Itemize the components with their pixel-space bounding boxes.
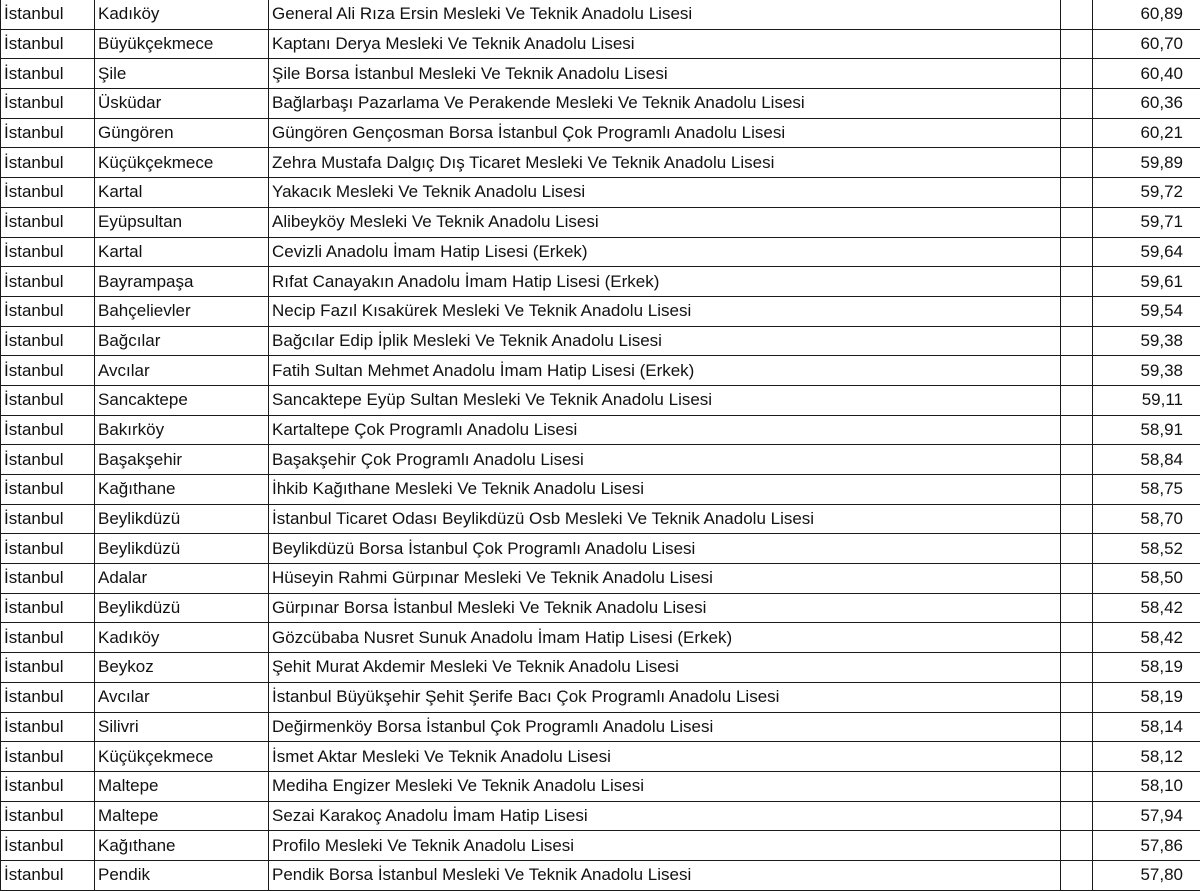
district-cell: Kartal (95, 178, 269, 208)
district-cell: Üsküdar (95, 89, 269, 119)
province-cell: İstanbul (1, 415, 95, 445)
district-cell: Şile (95, 59, 269, 89)
district-cell: Bahçelievler (95, 296, 269, 326)
empty-cell (1061, 831, 1093, 861)
school-name-cell: Fatih Sultan Mehmet Anadolu İmam Hatip Lisesi (Erkek) (269, 356, 1061, 386)
table-row (1, 623, 1200, 653)
score-cell: 58,50 (1093, 564, 1200, 594)
school-name-cell: Profilo Mesleki Ve Teknik Anadolu Lisesi (269, 831, 1061, 861)
province-cell: İstanbul (1, 771, 95, 801)
score-cell: 60,70 (1093, 29, 1200, 59)
district-cell: Beylikdüzü (95, 504, 269, 534)
empty-cell (1061, 623, 1093, 653)
district-cell: Büyükçekmece (95, 29, 269, 59)
table-row (1, 682, 1200, 712)
empty-cell (1061, 445, 1093, 475)
table-row (1, 29, 1200, 59)
score-cell: 58,42 (1093, 623, 1200, 653)
district-cell: Maltepe (95, 771, 269, 801)
score-cell: 58,75 (1093, 475, 1200, 505)
school-name-cell: Bağlarbaşı Pazarlama Ve Perakende Mesleki Ve Teknik Anadolu Lisesi (269, 89, 1061, 119)
table-row (1, 415, 1200, 445)
table-row (1, 593, 1200, 623)
school-name-cell: Başakşehir Çok Programlı Anadolu Lisesi (269, 445, 1061, 475)
table-row (1, 296, 1200, 326)
empty-cell (1061, 801, 1093, 831)
district-cell: Avcılar (95, 356, 269, 386)
province-cell: İstanbul (1, 89, 95, 119)
district-cell: Kadıköy (95, 623, 269, 653)
table-row (1, 445, 1200, 475)
district-cell: Kadıköy (95, 0, 269, 29)
district-cell: Bayrampaşa (95, 267, 269, 297)
empty-cell (1061, 207, 1093, 237)
empty-cell (1061, 326, 1093, 356)
district-cell: Kartal (95, 237, 269, 267)
district-cell: Avcılar (95, 682, 269, 712)
table-row (1, 831, 1200, 861)
school-name-cell: Beylikdüzü Borsa İstanbul Çok Programlı Anadolu Lisesi (269, 534, 1061, 564)
school-name-cell: Sezai Karakoç Anadolu İmam Hatip Lisesi (269, 801, 1061, 831)
table-row (1, 267, 1200, 297)
table-row (1, 564, 1200, 594)
empty-cell (1061, 178, 1093, 208)
score-cell: 59,38 (1093, 356, 1200, 386)
table-row (1, 801, 1200, 831)
empty-cell (1061, 712, 1093, 742)
score-cell: 58,42 (1093, 593, 1200, 623)
empty-cell (1061, 296, 1093, 326)
province-cell: İstanbul (1, 237, 95, 267)
empty-cell (1061, 475, 1093, 505)
table-body (1, 0, 1200, 890)
empty-cell (1061, 267, 1093, 297)
table-row (1, 356, 1200, 386)
province-cell: İstanbul (1, 475, 95, 505)
district-cell: Eyüpsultan (95, 207, 269, 237)
empty-cell (1061, 593, 1093, 623)
school-name-cell: Pendik Borsa İstanbul Mesleki Ve Teknik Anadolu Lisesi (269, 860, 1061, 890)
empty-cell (1061, 385, 1093, 415)
district-cell: Bakırköy (95, 415, 269, 445)
school-name-cell: Cevizli Anadolu İmam Hatip Lisesi (Erkek) (269, 237, 1061, 267)
score-cell: 60,89 (1093, 0, 1200, 29)
school-name-cell: Gözcübaba Nusret Sunuk Anadolu İmam Hatip Lisesi (Erkek) (269, 623, 1061, 653)
table-row (1, 653, 1200, 683)
empty-cell (1061, 356, 1093, 386)
district-cell: Küçükçekmece (95, 742, 269, 772)
empty-cell (1061, 742, 1093, 772)
school-name-cell: Güngören Gençosman Borsa İstanbul Çok Programlı Anadolu Lisesi (269, 118, 1061, 148)
table-row (1, 89, 1200, 119)
score-cell: 58,10 (1093, 771, 1200, 801)
province-cell: İstanbul (1, 326, 95, 356)
empty-cell (1061, 59, 1093, 89)
district-cell: Güngören (95, 118, 269, 148)
table-row (1, 207, 1200, 237)
score-cell: 60,21 (1093, 118, 1200, 148)
province-cell: İstanbul (1, 504, 95, 534)
district-cell: Adalar (95, 564, 269, 594)
school-name-cell: Rıfat Canayakın Anadolu İmam Hatip Lisesi (Erkek) (269, 267, 1061, 297)
district-cell: Maltepe (95, 801, 269, 831)
empty-cell (1061, 29, 1093, 59)
school-name-cell: İsmet Aktar Mesleki Ve Teknik Anadolu Lisesi (269, 742, 1061, 772)
province-cell: İstanbul (1, 148, 95, 178)
empty-cell (1061, 89, 1093, 119)
empty-cell (1061, 860, 1093, 890)
province-cell: İstanbul (1, 59, 95, 89)
empty-cell (1061, 534, 1093, 564)
score-cell: 59,54 (1093, 296, 1200, 326)
empty-cell (1061, 564, 1093, 594)
table-row (1, 742, 1200, 772)
table-row (1, 712, 1200, 742)
district-cell: Sancaktepe (95, 385, 269, 415)
table-row (1, 385, 1200, 415)
school-name-cell: Alibeyköy Mesleki Ve Teknik Anadolu Lisesi (269, 207, 1061, 237)
district-cell: Pendik (95, 860, 269, 890)
province-cell: İstanbul (1, 118, 95, 148)
school-name-cell: Gürpınar Borsa İstanbul Mesleki Ve Teknik Anadolu Lisesi (269, 593, 1061, 623)
school-name-cell: İstanbul Büyükşehir Şehit Şerife Bacı Çok Programlı Anadolu Lisesi (269, 682, 1061, 712)
score-cell: 58,19 (1093, 682, 1200, 712)
province-cell: İstanbul (1, 742, 95, 772)
province-cell: İstanbul (1, 534, 95, 564)
score-cell: 59,72 (1093, 178, 1200, 208)
district-cell: Beykoz (95, 653, 269, 683)
province-cell: İstanbul (1, 356, 95, 386)
school-name-cell: Mediha Engizer Mesleki Ve Teknik Anadolu Lisesi (269, 771, 1061, 801)
school-name-cell: Şile Borsa İstanbul Mesleki Ve Teknik Anadolu Lisesi (269, 59, 1061, 89)
school-name-cell: Yakacık Mesleki Ve Teknik Anadolu Lisesi (269, 178, 1061, 208)
school-name-cell: Bağcılar Edip İplik Mesleki Ve Teknik Anadolu Lisesi (269, 326, 1061, 356)
province-cell: İstanbul (1, 445, 95, 475)
district-cell: Kağıthane (95, 475, 269, 505)
school-name-cell: Necip Fazıl Kısakürek Mesleki Ve Teknik Anadolu Lisesi (269, 296, 1061, 326)
school-name-cell: Hüseyin Rahmi Gürpınar Mesleki Ve Teknik Anadolu Lisesi (269, 564, 1061, 594)
province-cell: İstanbul (1, 385, 95, 415)
school-name-cell: Şehit Murat Akdemir Mesleki Ve Teknik Anadolu Lisesi (269, 653, 1061, 683)
score-cell: 57,94 (1093, 801, 1200, 831)
empty-cell (1061, 0, 1093, 29)
province-cell: İstanbul (1, 207, 95, 237)
province-cell: İstanbul (1, 831, 95, 861)
province-cell: İstanbul (1, 801, 95, 831)
empty-cell (1061, 148, 1093, 178)
score-cell: 58,12 (1093, 742, 1200, 772)
table-row (1, 475, 1200, 505)
district-cell: Kağıthane (95, 831, 269, 861)
table-row (1, 59, 1200, 89)
district-cell: Beylikdüzü (95, 534, 269, 564)
province-cell: İstanbul (1, 653, 95, 683)
empty-cell (1061, 118, 1093, 148)
empty-cell (1061, 771, 1093, 801)
score-cell: 58,70 (1093, 504, 1200, 534)
school-name-cell: General Ali Rıza Ersin Mesleki Ve Teknik Anadolu Lisesi (269, 0, 1061, 29)
score-cell: 59,61 (1093, 267, 1200, 297)
district-cell: Başakşehir (95, 445, 269, 475)
province-cell: İstanbul (1, 593, 95, 623)
score-cell: 59,64 (1093, 237, 1200, 267)
table-row (1, 148, 1200, 178)
empty-cell (1061, 653, 1093, 683)
district-cell: Küçükçekmece (95, 148, 269, 178)
score-cell: 59,38 (1093, 326, 1200, 356)
province-cell: İstanbul (1, 0, 95, 29)
school-name-cell: Kartaltepe Çok Programlı Anadolu Lisesi (269, 415, 1061, 445)
province-cell: İstanbul (1, 682, 95, 712)
score-cell: 59,11 (1093, 385, 1200, 415)
score-cell: 59,71 (1093, 207, 1200, 237)
score-cell: 57,86 (1093, 831, 1200, 861)
province-cell: İstanbul (1, 178, 95, 208)
table-row (1, 534, 1200, 564)
province-cell: İstanbul (1, 296, 95, 326)
table-row (1, 118, 1200, 148)
table-row (1, 504, 1200, 534)
school-name-cell: İhkib Kağıthane Mesleki Ve Teknik Anadolu Lisesi (269, 475, 1061, 505)
score-cell: 58,52 (1093, 534, 1200, 564)
score-cell: 60,40 (1093, 59, 1200, 89)
table-row (1, 237, 1200, 267)
score-cell: 58,19 (1093, 653, 1200, 683)
empty-cell (1061, 504, 1093, 534)
province-cell: İstanbul (1, 29, 95, 59)
school-name-cell: Sancaktepe Eyüp Sultan Mesleki Ve Teknik Anadolu Lisesi (269, 385, 1061, 415)
table-row (1, 0, 1200, 29)
province-cell: İstanbul (1, 860, 95, 890)
district-cell: Silivri (95, 712, 269, 742)
score-cell: 59,89 (1093, 148, 1200, 178)
district-cell: Beylikdüzü (95, 593, 269, 623)
province-cell: İstanbul (1, 267, 95, 297)
empty-cell (1061, 415, 1093, 445)
score-cell: 57,80 (1093, 860, 1200, 890)
table-row (1, 178, 1200, 208)
score-cell: 60,36 (1093, 89, 1200, 119)
school-name-cell: Kaptanı Derya Mesleki Ve Teknik Anadolu Lisesi (269, 29, 1061, 59)
school-name-cell: Değirmenköy Borsa İstanbul Çok Programlı Anadolu Lisesi (269, 712, 1061, 742)
table-row (1, 771, 1200, 801)
score-cell: 58,91 (1093, 415, 1200, 445)
score-cell: 58,14 (1093, 712, 1200, 742)
table-row (1, 860, 1200, 890)
province-cell: İstanbul (1, 712, 95, 742)
school-name-cell: İstanbul Ticaret Odası Beylikdüzü Osb Mesleki Ve Teknik Anadolu Lisesi (269, 504, 1061, 534)
province-cell: İstanbul (1, 564, 95, 594)
district-cell: Bağcılar (95, 326, 269, 356)
empty-cell (1061, 682, 1093, 712)
score-cell: 58,84 (1093, 445, 1200, 475)
province-cell: İstanbul (1, 623, 95, 653)
school-name-cell: Zehra Mustafa Dalgıç Dış Ticaret Mesleki Ve Teknik Anadolu Lisesi (269, 148, 1061, 178)
empty-cell (1061, 237, 1093, 267)
table-row (1, 326, 1200, 356)
